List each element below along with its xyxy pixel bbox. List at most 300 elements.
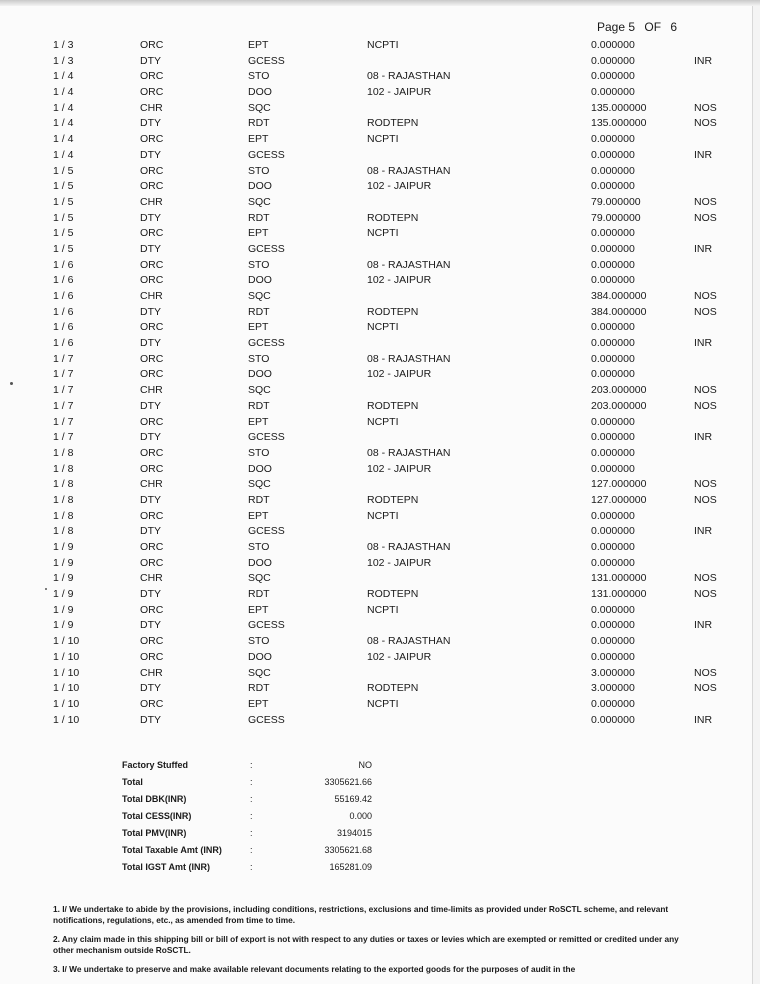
table-row xyxy=(0,289,752,305)
item-no-cell: 1 / 4 xyxy=(53,101,74,114)
table-row xyxy=(0,179,752,195)
quantity-cell: 0.000000 xyxy=(591,164,635,177)
code-cell: DOO xyxy=(248,556,272,569)
item-no-cell: 1 / 7 xyxy=(53,399,74,412)
description-cell: NCPTI xyxy=(367,133,399,146)
item-no-cell: 1 / 10 xyxy=(53,650,80,663)
description-cell: RODTEPN xyxy=(367,211,419,224)
item-no-cell: 1 / 10 xyxy=(53,666,80,679)
code-type-cell: ORC xyxy=(140,603,164,616)
code-type-cell: ORC xyxy=(140,274,164,287)
code-type-cell: DTY xyxy=(140,337,161,350)
item-no-cell: 1 / 8 xyxy=(53,446,74,459)
table-row xyxy=(0,603,752,619)
item-no-cell: 1 / 5 xyxy=(53,180,74,193)
code-cell: DOO xyxy=(248,86,272,99)
code-type-cell: CHR xyxy=(140,101,163,114)
table-row xyxy=(0,509,752,525)
table-row xyxy=(0,320,752,336)
table-row xyxy=(0,352,752,368)
table-row xyxy=(0,462,752,478)
item-no-cell: 1 / 6 xyxy=(53,274,74,287)
item-no-cell: 1 / 4 xyxy=(53,86,74,99)
description-cell: 08 - RAJASTHAN xyxy=(367,70,451,83)
code-cell: RDT xyxy=(248,493,270,506)
code-type-cell: DTY xyxy=(140,242,161,255)
quantity-cell: 131.000000 xyxy=(591,572,647,585)
summary-row xyxy=(0,774,752,791)
quantity-cell: 0.000000 xyxy=(591,368,635,381)
code-cell: STO xyxy=(248,635,270,648)
unit-cell: NOS xyxy=(694,399,717,412)
code-type-cell: DTY xyxy=(140,588,161,601)
quantity-cell: 0.000000 xyxy=(591,258,635,271)
code-cell: GCESS xyxy=(248,619,285,632)
table-row xyxy=(0,681,752,697)
quantity-cell: 0.000000 xyxy=(591,242,635,255)
quantity-cell: 0.000000 xyxy=(591,352,635,365)
item-no-cell: 1 / 3 xyxy=(53,54,74,67)
summary-row xyxy=(0,808,752,825)
summary-value: 3305621.68 xyxy=(324,845,372,855)
code-type-cell: DTY xyxy=(140,713,161,726)
quantity-cell: 127.000000 xyxy=(591,478,647,491)
table-row xyxy=(0,85,752,101)
quantity-cell: 0.000000 xyxy=(591,525,635,538)
item-no-cell: 1 / 6 xyxy=(53,321,74,334)
item-no-cell: 1 / 10 xyxy=(53,635,80,648)
description-cell: 102 - JAIPUR xyxy=(367,462,432,475)
summary-block xyxy=(0,757,752,876)
code-cell: EPT xyxy=(248,133,269,146)
quantity-cell: 0.000000 xyxy=(591,86,635,99)
code-cell: STO xyxy=(248,258,270,271)
item-no-cell: 1 / 7 xyxy=(53,431,74,444)
code-type-cell: ORC xyxy=(140,446,164,459)
summary-row xyxy=(0,859,752,876)
description-cell: RODTEPN xyxy=(367,399,419,412)
item-no-cell: 1 / 7 xyxy=(53,352,74,365)
code-cell: SQC xyxy=(248,478,271,491)
code-type-cell: DTY xyxy=(140,399,161,412)
table-row xyxy=(0,618,752,634)
unit-cell: NOS xyxy=(694,478,717,491)
item-no-cell: 1 / 7 xyxy=(53,368,74,381)
code-type-cell: CHR xyxy=(140,666,163,679)
summary-value: 0.000 xyxy=(349,811,372,821)
quantity-cell: 0.000000 xyxy=(591,462,635,475)
table-row xyxy=(0,571,752,587)
item-no-cell: 1 / 4 xyxy=(53,70,74,83)
quantity-cell: 127.000000 xyxy=(591,493,647,506)
quantity-cell: 79.000000 xyxy=(591,195,641,208)
table-row xyxy=(0,713,752,729)
summary-value: NO xyxy=(358,760,372,770)
quantity-cell: 0.000000 xyxy=(591,713,635,726)
quantity-cell: 0.000000 xyxy=(591,603,635,616)
summary-value: 55169.42 xyxy=(334,794,372,804)
code-type-cell: ORC xyxy=(140,650,164,663)
summary-label: Total IGST Amt (INR) xyxy=(122,862,210,872)
quantity-cell: 0.000000 xyxy=(591,70,635,83)
code-cell: STO xyxy=(248,164,270,177)
item-no-cell: 1 / 3 xyxy=(53,39,74,51)
code-cell: DOO xyxy=(248,650,272,663)
table-row xyxy=(0,650,752,666)
unit-cell: NOS xyxy=(694,305,717,318)
description-cell: RODTEPN xyxy=(367,493,419,506)
code-type-cell: DTY xyxy=(140,54,161,67)
code-type-cell: ORC xyxy=(140,86,164,99)
code-cell: STO xyxy=(248,352,270,365)
table-row xyxy=(0,38,752,54)
code-cell: EPT xyxy=(248,321,269,334)
unit-cell: NOS xyxy=(694,682,717,695)
item-no-cell: 1 / 5 xyxy=(53,164,74,177)
summary-colon: : xyxy=(250,811,253,821)
description-cell: 102 - JAIPUR xyxy=(367,556,432,569)
item-no-cell: 1 / 8 xyxy=(53,493,74,506)
description-cell: 08 - RAJASTHAN xyxy=(367,446,451,459)
summary-row xyxy=(0,791,752,808)
item-no-cell: 1 / 10 xyxy=(53,697,80,710)
table-row xyxy=(0,273,752,289)
code-type-cell: DTY xyxy=(140,117,161,130)
quantity-cell: 3.000000 xyxy=(591,666,635,679)
description-cell: NCPTI xyxy=(367,415,399,428)
item-no-cell: 1 / 7 xyxy=(53,415,74,428)
code-cell: SQC xyxy=(248,666,271,679)
item-no-cell: 1 / 5 xyxy=(53,227,74,240)
unit-cell: NOS xyxy=(694,588,717,601)
summary-label: Total Taxable Amt (INR) xyxy=(122,845,222,855)
table-row xyxy=(0,211,752,227)
description-cell: RODTEPN xyxy=(367,682,419,695)
summary-value: 3194015 xyxy=(336,828,372,838)
code-type-cell: CHR xyxy=(140,572,163,585)
table-row xyxy=(0,54,752,70)
code-cell: SQC xyxy=(248,572,271,585)
summary-label: Total DBK(INR) xyxy=(122,794,187,804)
quantity-cell: 0.000000 xyxy=(591,697,635,710)
code-type-cell: ORC xyxy=(140,697,164,710)
description-cell: NCPTI xyxy=(367,603,399,616)
summary-row xyxy=(0,825,752,842)
code-cell: GCESS xyxy=(248,54,285,67)
code-cell: SQC xyxy=(248,384,271,397)
unit-cell: NOS xyxy=(694,117,717,130)
unit-cell: NOS xyxy=(694,101,717,114)
description-cell: 102 - JAIPUR xyxy=(367,368,432,381)
code-type-cell: ORC xyxy=(140,70,164,83)
code-cell: DOO xyxy=(248,274,272,287)
description-cell: NCPTI xyxy=(367,321,399,334)
table-row xyxy=(0,524,752,540)
declaration-notes xyxy=(53,904,693,983)
unit-cell: NOS xyxy=(694,666,717,679)
scan-speck xyxy=(45,588,47,590)
page-label: Page 5 xyxy=(597,20,636,34)
code-type-cell: ORC xyxy=(140,368,164,381)
summary-colon: : xyxy=(250,828,253,838)
code-cell: GCESS xyxy=(248,431,285,444)
quantity-cell: 384.000000 xyxy=(591,290,647,302)
quantity-cell: 0.000000 xyxy=(591,541,635,553)
description-cell: 08 - RAJASTHAN xyxy=(367,164,451,177)
code-type-cell: DTY xyxy=(140,619,161,632)
table-row xyxy=(0,540,752,556)
code-type-cell: ORC xyxy=(140,258,164,271)
code-cell: RDT xyxy=(248,211,270,224)
quantity-cell: 3.000000 xyxy=(591,682,635,695)
description-cell: 102 - JAIPUR xyxy=(367,650,432,663)
code-type-cell: DTY xyxy=(140,211,161,224)
description-cell: NCPTI xyxy=(367,697,399,710)
code-type-cell: ORC xyxy=(140,321,164,334)
description-cell: NCPTI xyxy=(367,227,399,240)
table-row xyxy=(0,336,752,352)
quantity-cell: 0.000000 xyxy=(591,509,635,522)
quantity-cell: 0.000000 xyxy=(591,446,635,459)
quantity-cell: 0.000000 xyxy=(591,556,635,569)
item-no-cell: 1 / 8 xyxy=(53,478,74,491)
description-cell: 08 - RAJASTHAN xyxy=(367,635,451,648)
code-cell: RDT xyxy=(248,399,270,412)
unit-cell: NOS xyxy=(694,195,717,208)
code-cell: GCESS xyxy=(248,337,285,350)
description-cell: 08 - RAJASTHAN xyxy=(367,541,451,553)
item-no-cell: 1 / 9 xyxy=(53,619,74,632)
quantity-cell: 0.000000 xyxy=(591,321,635,334)
table-row xyxy=(0,367,752,383)
summary-label: Total PMV(INR) xyxy=(122,828,187,838)
code-type-cell: ORC xyxy=(140,180,164,193)
code-cell: DOO xyxy=(248,368,272,381)
quantity-cell: 131.000000 xyxy=(591,588,647,601)
code-type-cell: ORC xyxy=(140,352,164,365)
summary-row xyxy=(0,842,752,859)
unit-cell: INR xyxy=(694,525,713,538)
code-cell: SQC xyxy=(248,290,271,302)
item-no-cell: 1 / 10 xyxy=(53,682,80,695)
table-row xyxy=(0,587,752,603)
code-cell: RDT xyxy=(248,588,270,601)
code-type-cell: DTY xyxy=(140,431,161,444)
code-cell: SQC xyxy=(248,101,271,114)
quantity-cell: 0.000000 xyxy=(591,650,635,663)
code-cell: RDT xyxy=(248,682,270,695)
code-cell: SQC xyxy=(248,195,271,208)
quantity-cell: 0.000000 xyxy=(591,180,635,193)
code-type-cell: ORC xyxy=(140,509,164,522)
code-cell: DOO xyxy=(248,462,272,475)
page-indicator xyxy=(597,20,683,34)
table-row xyxy=(0,305,752,321)
description-cell: RODTEPN xyxy=(367,588,419,601)
summary-colon: : xyxy=(250,862,253,872)
unit-cell: NOS xyxy=(694,572,717,585)
description-cell: 08 - RAJASTHAN xyxy=(367,258,451,271)
summary-row xyxy=(0,757,752,774)
table-row xyxy=(0,477,752,493)
summary-value: 3305621.66 xyxy=(324,777,372,787)
code-type-cell: ORC xyxy=(140,462,164,475)
page-of-label: OF xyxy=(644,20,662,34)
unit-cell: NOS xyxy=(694,290,717,302)
quantity-cell: 0.000000 xyxy=(591,227,635,240)
code-cell: STO xyxy=(248,541,270,553)
item-no-cell: 1 / 9 xyxy=(53,603,74,616)
description-cell: RODTEPN xyxy=(367,305,419,318)
code-type-cell: ORC xyxy=(140,164,164,177)
code-cell: STO xyxy=(248,446,270,459)
quantity-cell: 203.000000 xyxy=(591,399,647,412)
table-row xyxy=(0,69,752,85)
quantity-cell: 135.000000 xyxy=(591,101,647,114)
code-cell: EPT xyxy=(248,603,269,616)
table-row xyxy=(0,226,752,242)
summary-label: Total xyxy=(122,777,143,787)
quantity-cell: 79.000000 xyxy=(591,211,641,224)
description-cell: 102 - JAIPUR xyxy=(367,86,432,99)
code-cell: GCESS xyxy=(248,148,285,161)
code-type-cell: ORC xyxy=(140,541,164,553)
table-row xyxy=(0,446,752,462)
description-cell: NCPTI xyxy=(367,39,399,51)
description-cell: 102 - JAIPUR xyxy=(367,180,432,193)
summary-colon: : xyxy=(250,760,253,770)
quantity-cell: 203.000000 xyxy=(591,384,647,397)
table-row xyxy=(0,148,752,164)
item-no-cell: 1 / 7 xyxy=(53,384,74,397)
table-row xyxy=(0,383,752,399)
code-type-cell: ORC xyxy=(140,133,164,146)
code-type-cell: ORC xyxy=(140,635,164,648)
unit-cell: NOS xyxy=(694,493,717,506)
unit-cell: INR xyxy=(694,242,713,255)
code-type-cell: CHR xyxy=(140,290,163,302)
code-cell: GCESS xyxy=(248,525,285,538)
item-no-cell: 1 / 4 xyxy=(53,133,74,146)
table-row xyxy=(0,132,752,148)
table-row xyxy=(0,258,752,274)
code-cell: STO xyxy=(248,70,270,83)
table-row xyxy=(0,430,752,446)
table-row xyxy=(0,415,752,431)
code-type-cell: CHR xyxy=(140,195,163,208)
table-row xyxy=(0,195,752,211)
table-row xyxy=(0,242,752,258)
description-cell: 08 - RAJASTHAN xyxy=(367,352,451,365)
summary-label: Total CESS(INR) xyxy=(122,811,192,821)
table-row xyxy=(0,697,752,713)
code-type-cell: DTY xyxy=(140,493,161,506)
table-row xyxy=(0,164,752,180)
item-no-cell: 1 / 9 xyxy=(53,541,74,553)
summary-colon: : xyxy=(250,845,253,855)
item-no-cell: 1 / 6 xyxy=(53,290,74,302)
code-cell: RDT xyxy=(248,305,270,318)
quantity-cell: 0.000000 xyxy=(591,133,635,146)
code-type-cell: ORC xyxy=(140,556,164,569)
code-cell: GCESS xyxy=(248,242,285,255)
table-row xyxy=(0,399,752,415)
item-no-cell: 1 / 9 xyxy=(53,556,74,569)
table-row xyxy=(0,634,752,650)
unit-cell: INR xyxy=(694,148,713,161)
code-cell: EPT xyxy=(248,415,269,428)
table-row xyxy=(0,666,752,682)
code-cell: GCESS xyxy=(248,713,285,726)
item-no-cell: 1 / 4 xyxy=(53,148,74,161)
code-type-cell: DTY xyxy=(140,682,161,695)
code-cell: EPT xyxy=(248,697,269,710)
quantity-cell: 0.000000 xyxy=(591,39,635,51)
item-no-cell: 1 / 8 xyxy=(53,509,74,522)
unit-cell: INR xyxy=(694,431,713,444)
description-cell: NCPTI xyxy=(367,509,399,522)
note-3: 3. I/ We undertake to preserve and make available relevant documents relating to the exported goods for the purposes of audit in the xyxy=(53,964,576,974)
item-no-cell: 1 / 4 xyxy=(53,117,74,130)
summary-label: Factory Stuffed xyxy=(122,760,189,770)
quantity-cell: 0.000000 xyxy=(591,619,635,632)
quantity-cell: 384.000000 xyxy=(591,305,647,318)
item-no-cell: 1 / 5 xyxy=(53,242,74,255)
item-no-cell: 1 / 9 xyxy=(53,572,74,585)
item-no-cell: 1 / 8 xyxy=(53,525,74,538)
code-cell: RDT xyxy=(248,117,270,130)
unit-cell: INR xyxy=(694,713,713,726)
quantity-cell: 0.000000 xyxy=(591,337,635,350)
summary-colon: : xyxy=(250,777,253,787)
code-type-cell: CHR xyxy=(140,384,163,397)
code-cell: EPT xyxy=(248,227,269,240)
item-no-cell: 1 / 9 xyxy=(53,588,74,601)
item-no-cell: 1 / 10 xyxy=(53,713,80,726)
item-no-cell: 1 / 5 xyxy=(53,211,74,224)
item-no-cell: 1 / 8 xyxy=(53,462,74,475)
code-type-cell: ORC xyxy=(140,415,164,428)
code-type-cell: ORC xyxy=(140,227,164,240)
quantity-cell: 0.000000 xyxy=(591,274,635,287)
item-no-cell: 1 / 6 xyxy=(53,258,74,271)
code-type-cell: CHR xyxy=(140,478,163,491)
table-row xyxy=(0,116,752,132)
unit-cell: NOS xyxy=(694,384,717,397)
note-1: 1. I/ We undertake to abide by the provisions, including conditions, restrictions, exclusions and time-limits as provided under RoSCTL scheme, and relevant notifications, regulations, etc., as amended from time to time. xyxy=(53,904,669,925)
scan-speck xyxy=(10,382,13,385)
code-cell: EPT xyxy=(248,509,269,522)
code-cell: EPT xyxy=(248,39,269,51)
unit-cell: INR xyxy=(694,54,713,67)
unit-cell: INR xyxy=(694,619,713,632)
summary-colon: : xyxy=(250,794,253,804)
table-row xyxy=(0,493,752,509)
item-no-cell: 1 / 6 xyxy=(53,337,74,350)
scan-top-edge xyxy=(0,0,760,6)
quantity-cell: 0.000000 xyxy=(591,635,635,648)
unit-cell: NOS xyxy=(694,211,717,224)
description-cell: 102 - JAIPUR xyxy=(367,274,432,287)
table-row xyxy=(0,101,752,117)
code-type-cell: DTY xyxy=(140,148,161,161)
item-no-cell: 1 / 5 xyxy=(53,195,74,208)
item-no-cell: 1 / 6 xyxy=(53,305,74,318)
quantity-cell: 0.000000 xyxy=(591,148,635,161)
unit-cell: INR xyxy=(694,337,713,350)
note-2: 2. Any claim made in this shipping bill or bill of export is not with respect to any duties or taxes or levies which are exempted or remitted or credited under any other mechanism outside RoSCTL. xyxy=(53,934,679,955)
table-row xyxy=(0,556,752,572)
